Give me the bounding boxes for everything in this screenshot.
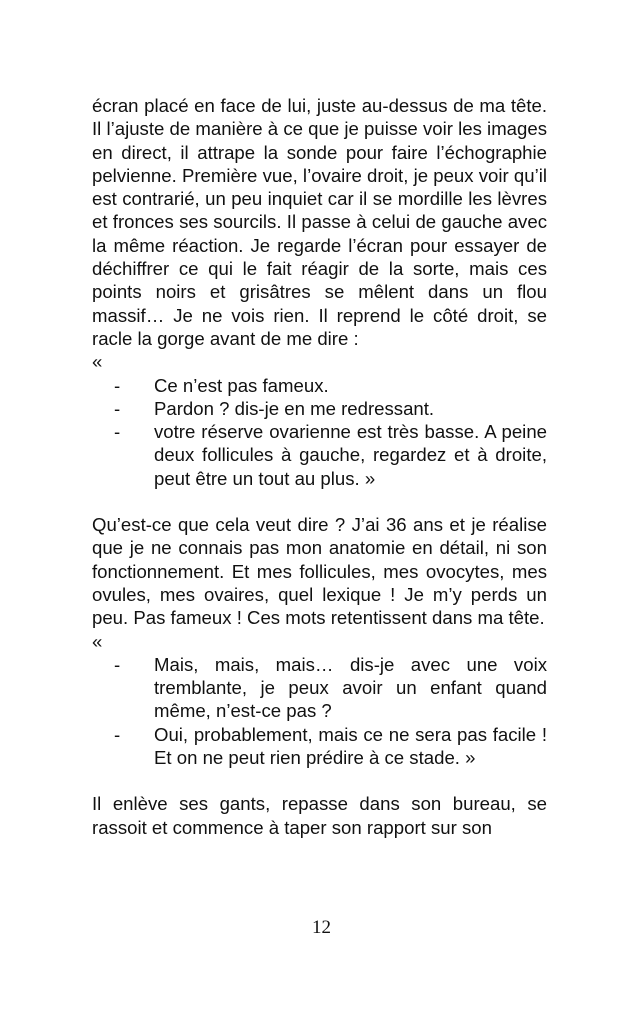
- dialogue-text: Mais, mais, mais… dis-je avec une voix tremblante, je peux avoir un enfant quand même, n’est-ce pas ?: [154, 653, 547, 722]
- paragraph-1: écran placé en face de lui, juste au-dessus de ma tête. Il l’ajuste de manière à ce que je puisse voir les images en direct, il attrape la sonde pour faire l’échographie pelvienne. Première vue, l’ovaire droit, je peux voir qu’il est contrarié, un peu inquiet car il se mordille les lèvres et fronces ses sourcils. Il passe à celui de gauche avec la même réaction. Je regarde l’écran pour essayer de déchiffrer ce qui le fait réagir de la sorte, mais ces points noirs et grisâtres se mêlent dans un flou massif… Je ne vois rien. Il reprend le côté droit, se racle la gorge avant de me dire :: [92, 95, 547, 349]
- dialogue-line: [92, 374, 547, 397]
- dialogue-line: [92, 653, 547, 723]
- dialogue-dash: -: [114, 653, 121, 675]
- dialogue-text: votre réserve ovarienne est très basse. A peine deux follicules à gauche, regardez et à droite, peut être un tout au plus. »: [154, 421, 547, 489]
- paragraph-3: Il enlève ses gants, repasse dans son bureau, se rassoit et commence à taper son rapport sur son: [92, 793, 547, 838]
- dialogue-dash: -: [114, 374, 121, 396]
- body-text: [92, 94, 547, 839]
- dialogue-dash: -: [114, 421, 121, 443]
- dialogue-line: [92, 723, 547, 770]
- page-number: 12: [312, 917, 331, 938]
- dialogue-text: Oui, probablement, mais ce ne sera pas facile ! Et on ne peut rien prédire à ce stade. »: [154, 723, 547, 769]
- dialogue-line: [92, 397, 547, 420]
- dialogue-list-1: [92, 374, 547, 490]
- dialogue-list-2: [92, 653, 547, 769]
- opening-quote-1: «: [92, 351, 103, 373]
- dialogue-text: Ce n’est pas fameux.: [154, 374, 329, 396]
- opening-quote-2: «: [92, 630, 103, 652]
- dialogue-dash: -: [114, 723, 121, 745]
- paragraph-2: Qu’est-ce que cela veut dire ? J’ai 36 ans et je réalise que je ne connais pas mon anatomie en détail, ni son fonctionnement. Et mes follicules, mes ovocytes, mes ovules, mes ovaires, quel lexique ! Je m’y perds un peu. Pas fameux ! Ces mots retentissent dans ma tête.: [92, 514, 547, 629]
- dialogue-dash: -: [114, 397, 121, 419]
- dialogue-line: [92, 420, 547, 490]
- dialogue-text: Pardon ? dis-je en me redressant.: [154, 397, 435, 419]
